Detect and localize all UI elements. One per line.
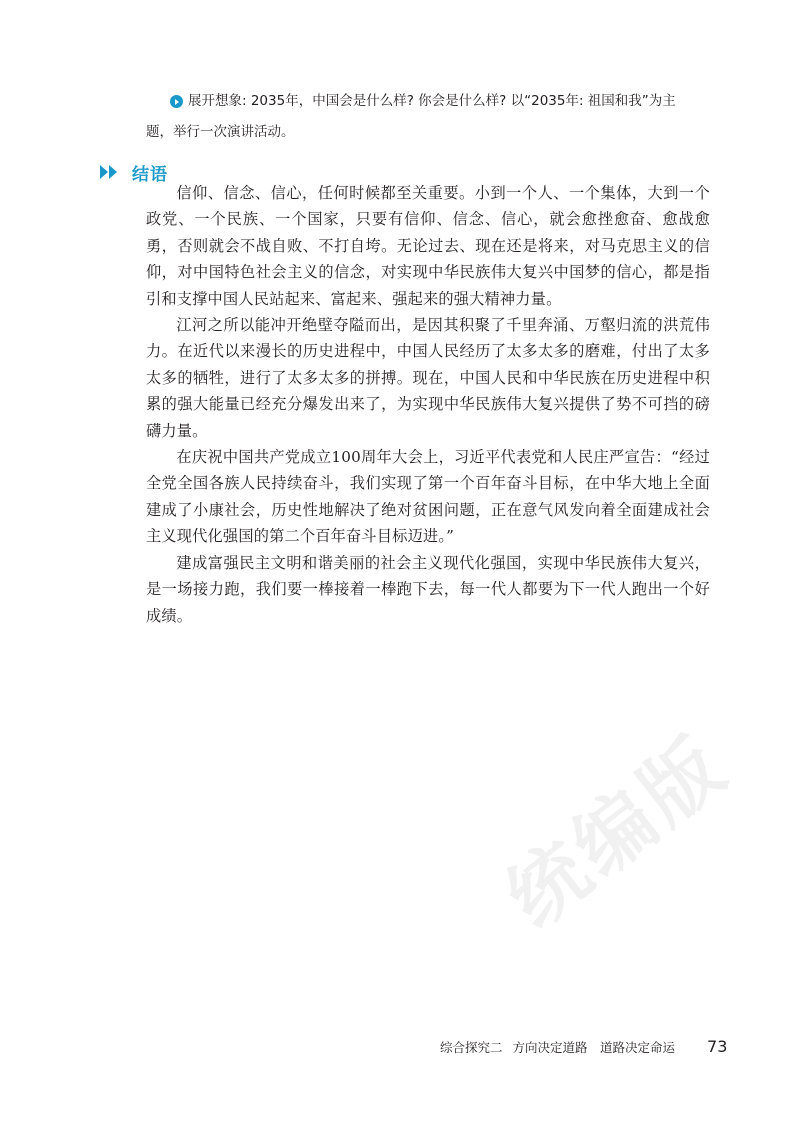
- edition-watermark: 统编版: [491, 719, 746, 946]
- conclusion-body: [146, 180, 710, 629]
- activity-line-1: [146, 86, 706, 117]
- footer-section: 综合探究二: [440, 1040, 503, 1055]
- activity-text-1: 展开想象: 2035年，中国会是什么样? 你会是什么样? 以“2035年: 祖国和我”为主: [188, 93, 676, 109]
- section-title: 结语: [132, 164, 168, 185]
- footer-chapter: [440, 1038, 685, 1056]
- page-number: 73: [707, 1037, 728, 1056]
- paragraph: 信仰、信念、信心，任何时候都至关重要。小到一个人、一个集体，大到一个政党、一个民族、一个国家，只要有信仰、信念、信心，就会愈挫愈奋、愈战愈勇，否则就会不战自败、不打自垮。无论过去、现在还是将来，对马克思主义的信仰，对中国特色社会主义的信念，对实现中华民族伟大复兴中国梦的信心，都是指引和支撑中国人民站起来、富起来、强起来的强大精神力量。: [146, 184, 710, 308]
- activity-text-2: 题，举行一次演讲活动。: [146, 124, 295, 140]
- footer-topic: 方向决定道路 道路决定命运: [512, 1040, 676, 1055]
- paragraph: 江河之所以能冲开绝壁夺隘而出，是因其积聚了千里奔涌、万壑归流的洪荒伟力。在近代以来漫长的历史进程中，中国人民经历了太多太多的磨难，付出了太多太多的牺牲，进行了太多太多的拼搏。现在，中国人民和中华民族在历史进程中积累的强大能量已经充分爆发出来了，为实现中华民族伟大复兴提供了势不可挡的磅礴力量。: [146, 316, 710, 440]
- paragraph: 在庆祝中国共产党成立100周年大会上，习近平代表党和人民庄严宣告：“经过全党全国各族人民持续奋斗，我们实现了第一个百年奋斗目标，在中华大地上全面建成了小康社会，历史性地解决了绝对贫困问题，正在意气风发向着全面建成社会主义现代化强国的第二个百年奋斗目标迈进。”: [146, 448, 710, 546]
- play-circle-icon: [170, 95, 183, 108]
- double-chevron-icon: [100, 165, 120, 179]
- page-footer: [440, 1037, 727, 1056]
- activity-prompt: [146, 86, 706, 148]
- paragraph: 建成富强民主文明和谐美丽的社会主义现代化强国，实现中华民族伟大复兴，是一场接力跑，我们要一棒接着一棒跑下去，每一代人都要为下一代人跑出一个好成绩。: [146, 553, 710, 625]
